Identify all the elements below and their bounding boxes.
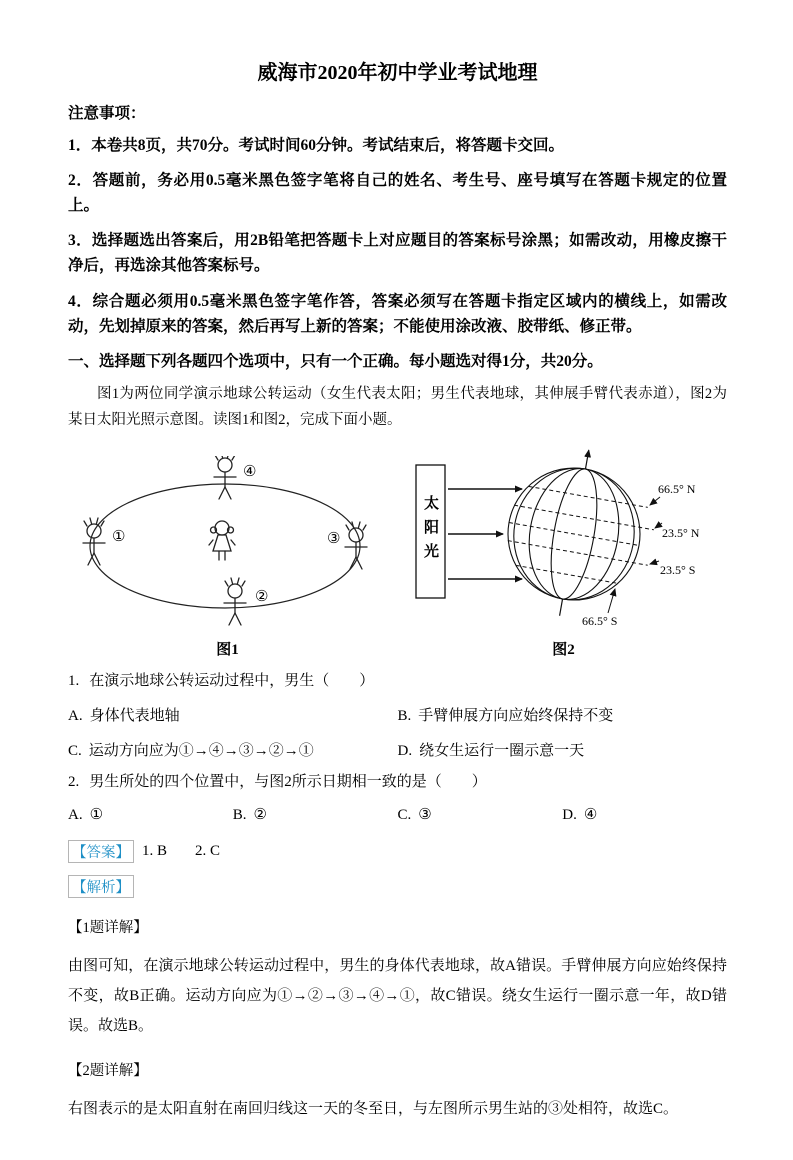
- note-1: 1．本卷共8页，共70分。考试时间60分钟。考试结束后，将答题卡交回。: [68, 137, 565, 154]
- option-label: A.: [68, 806, 83, 823]
- figure-1: [70, 456, 385, 659]
- question-2: [68, 770, 727, 824]
- note-3: 3．选择题选出答案后，用2B铅笔把答题卡上对应题目的答案标号涂黑；如需改动，用橡皮擦干净后，再选涂其他答案标号。: [68, 232, 727, 275]
- latitude-label-23s: 23.5° S: [660, 562, 696, 577]
- section-heading: 一、选择题下列各题四个选项中，只有一个正确。每小题选对得1分，共20分。: [68, 352, 603, 370]
- figure-2: [406, 439, 721, 659]
- question-2-stem: 男生所处的四个位置中，与图2所示日期相一致的是（ ）: [89, 773, 487, 790]
- figure-1-drawing: [70, 456, 385, 636]
- option-text: ③: [418, 806, 432, 823]
- analysis-tag: 【解析】: [68, 875, 134, 898]
- question-1-stem-row: [68, 669, 727, 690]
- answer-tag: 【答案】: [68, 840, 134, 863]
- answer-row: [68, 840, 727, 863]
- boy-figure-position-2: [224, 578, 246, 625]
- globe: [495, 439, 666, 629]
- option-label: D.: [562, 806, 577, 823]
- option-text: 运动方向应为①→④→③→②→①: [88, 742, 314, 759]
- notes-heading: 注意事项：: [68, 105, 146, 122]
- question-1-option-c: [68, 739, 398, 760]
- figures-row: [70, 439, 721, 659]
- detail-2-heading: 【2题详解】: [68, 1062, 148, 1079]
- option-text: 手臂伸展方向应始终保持不变: [418, 707, 614, 724]
- question-2-option-c: [398, 805, 563, 824]
- figure-2-drawing: [406, 439, 721, 631]
- latitude-label-66s: 66.5° S: [582, 613, 618, 628]
- page-title: 威海市2020年初中学业考试地理: [257, 62, 538, 84]
- option-label: C.: [397, 806, 412, 823]
- note-2: 2．答题前，务必用0.5毫米黑色签字笔将自己的姓名、考生号、座号填写在答题卡规定的位置上。: [68, 172, 727, 215]
- question-1-number: 1.: [68, 672, 80, 689]
- position-label-2: ②: [255, 588, 269, 605]
- figure-2-drawing-wrap: [406, 439, 721, 636]
- question-2-stem-row: [68, 770, 727, 791]
- latitude-label-23n: 23.5° N: [662, 525, 700, 540]
- position-label-1: ①: [112, 528, 126, 545]
- detail-1-heading: 【1题详解】: [68, 919, 148, 936]
- girl-figure-center: [209, 521, 235, 560]
- note-4: 4．综合题必须用0.5毫米黑色签字笔作答，答案必须写在答题卡指定区域内的横线上，如需改动，先划掉原来的答案，然后再写上新的答案；不能使用涂改液、胶带纸、修正带。: [68, 292, 727, 335]
- question-2-options: [68, 805, 727, 824]
- figure-2-caption: 图2: [552, 641, 575, 658]
- question-2-number: 2.: [68, 773, 80, 790]
- option-text: 身体代表地轴: [89, 707, 180, 724]
- question-1-option-d: [398, 739, 728, 760]
- option-text: ④: [583, 806, 598, 823]
- orbit-path: [90, 484, 360, 608]
- analysis-row: [68, 875, 727, 898]
- sun-ray-arrows: [448, 489, 522, 579]
- option-label: D.: [397, 742, 413, 759]
- question-1-options: [68, 704, 727, 760]
- position-label-3: ③: [327, 530, 341, 547]
- option-text: ①: [89, 806, 104, 823]
- latitude-label-66n: 66.5° N: [658, 481, 696, 496]
- sunlight-label: 太阳光: [422, 495, 438, 568]
- boy-figure-position-4: [214, 456, 236, 499]
- question-1-option-b: [398, 704, 728, 725]
- label-leader-arrows: [608, 497, 662, 613]
- question-2-option-d: [562, 805, 727, 824]
- option-label: C.: [68, 742, 82, 759]
- boy-figure-position-1: [83, 518, 105, 565]
- question-2-option-b: [233, 805, 398, 824]
- option-text: 绕女生运行一圈示意一天: [419, 742, 585, 759]
- figure-1-caption: 图1: [216, 641, 239, 658]
- answer-item-2: 2. C: [195, 842, 221, 859]
- question-1-stem: 在演示地球公转运动过程中，男生（ ）: [89, 672, 375, 689]
- question-intro: 图1为两位同学演示地球公转运动（女生代表太阳；男生代表地球，其伸展手臂代表赤道），图2为某日太阳光照示意图。读图1和图2，完成下面小题。: [68, 385, 727, 428]
- option-label: B.: [232, 806, 247, 823]
- detail-1-text: 由图可知，在演示地球公转运动过程中，男生的身体代表地球，故A错误。手臂伸展方向应始终保持不变，故B正确。运动方向应为①→②→③→④→①，故C错误。绕女生运行一圈示意一年，故D错误。故选B。: [68, 957, 727, 1034]
- option-label: A.: [68, 707, 83, 724]
- notes-section: [68, 101, 727, 339]
- question-2-option-a: [68, 805, 233, 824]
- detail-2-text: 右图表示的是太阳直射在南回归线这一天的冬至日，与左图所示男生站的③处相符，故选C。: [68, 1100, 679, 1117]
- question-1-option-a: [68, 704, 398, 725]
- position-label-4: ④: [243, 463, 257, 480]
- option-label: B.: [397, 707, 412, 724]
- question-1: [68, 669, 727, 760]
- answer-item-1: 1. B: [142, 842, 168, 859]
- option-text: ②: [253, 806, 267, 823]
